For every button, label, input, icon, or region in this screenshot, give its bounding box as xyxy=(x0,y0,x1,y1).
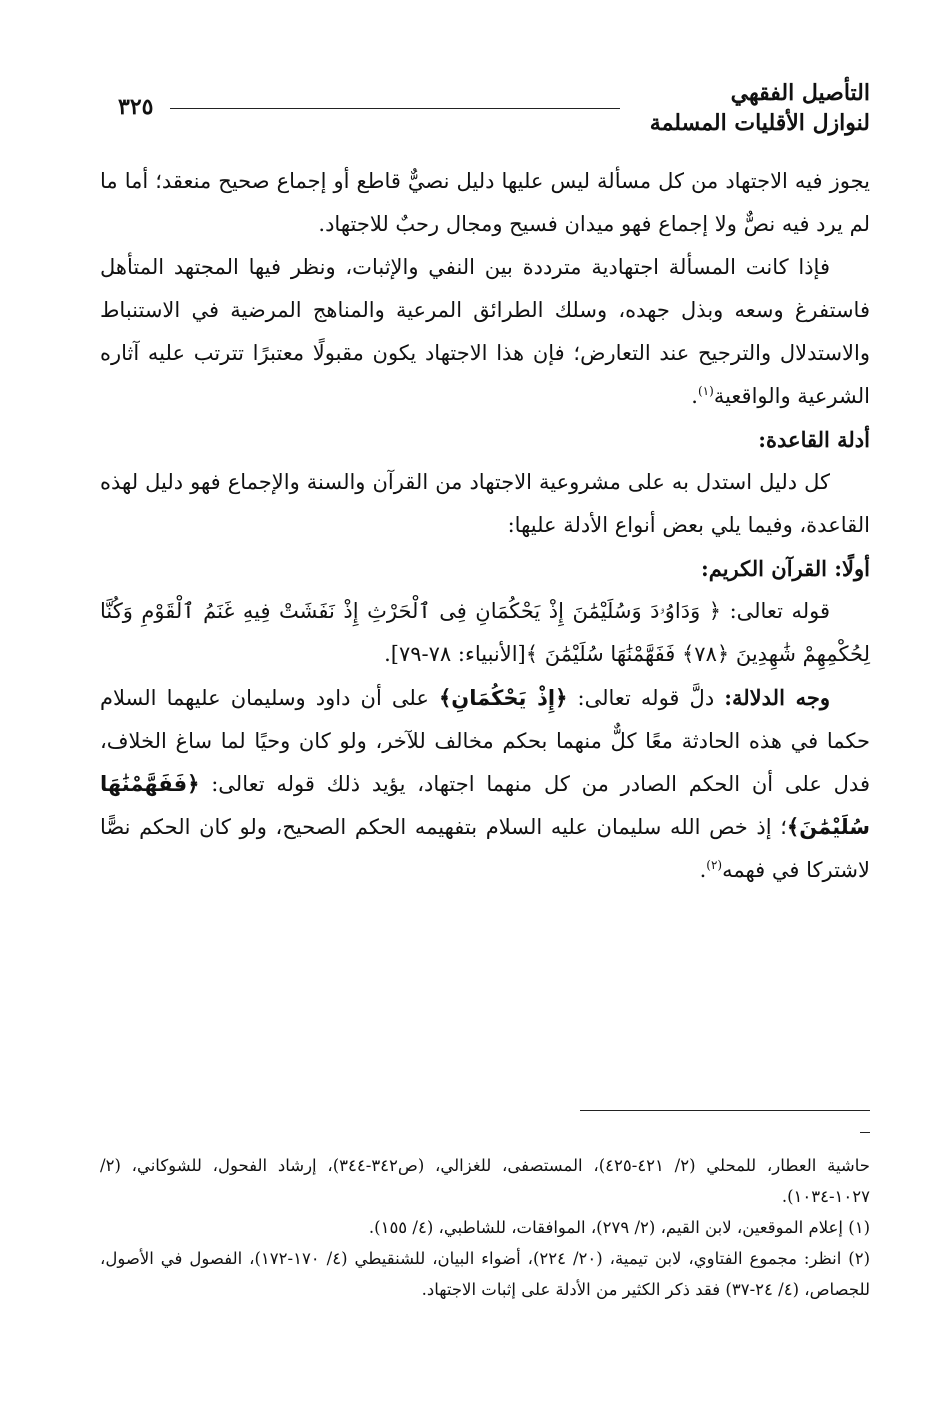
footnote-1: (١) إعلام الموقعين، لابن القيم، (٢/ ٢٧٩)، الموافقات، للشاطبي، (٤/ ١٥٥). xyxy=(368,1218,870,1237)
verse-reference: [الأنبياء: ٧٨-٧٩]. xyxy=(384,642,526,666)
section-heading-quran: أولًا: القرآن الكريم: xyxy=(700,556,870,581)
evidence-label: وجه الدلالة: xyxy=(724,685,831,710)
paragraph-2-text: فإذا كانت المسألة اجتهادية مترددة بين النفي والإثبات، ونظر فيها المجتهد المتأهل فاستفرغ وسعه وبذل جهده، وسلك الطرائق المرعية والمناهج المرضية في الاستنباط والاستدلال والترجيح عند التعارض؛ فإن هذا الاجتهاد يكون مقبولًا معتبرًا تترتب عليه آثاره الشرعية والواقعية xyxy=(100,255,870,408)
footnote-ref-2[interactable]: (٢) xyxy=(706,858,723,872)
running-header xyxy=(100,78,870,148)
main-text xyxy=(100,160,870,892)
paragraph-4 xyxy=(100,590,870,676)
section-heading-evidence: أدلة القاعدة: xyxy=(758,427,870,452)
footnote-separator xyxy=(580,1110,870,1111)
page-number: ٣٢٥ xyxy=(118,94,154,120)
paragraph-2 xyxy=(100,246,870,418)
header-rule xyxy=(170,108,620,109)
book-title-line2: لنوازل الأقليات المسلمة xyxy=(649,110,870,136)
quran-quote-1: ﴿إِذْ يَحْكُمَانِ﴾ xyxy=(438,686,568,710)
book-title xyxy=(650,78,870,138)
quran-quote-2: ﴿فَفَهَّمْنَٰهَا سُلَيْمَٰنَ﴾ xyxy=(100,772,870,839)
paragraph-5-a: دلَّ قوله تعالى: xyxy=(567,686,725,710)
paragraph-1: يجوز فيه الاجتهاد من كل مسألة ليس عليها دليل نصيٌّ قاطع أو إجماع صحيح منعقد؛ أما ما لم يرد فيه نصٌّ ولا إجماع فهو ميدان فسيح ومجال رحبٌ للاجتهاد. xyxy=(100,169,870,236)
book-title-line1: التأصيل الفقهي xyxy=(730,80,870,106)
quran-verse: ﴿ وَدَاوُۥدَ وَسُلَيْمَٰنَ إِذْ يَحْكُمَانِ فِى ٱلْحَرْثِ إِذْ نَفَشَتْ فِيهِ غَنَمُ ٱلْقَوْمِ وَكُنَّا لِحُكْمِهِمْ شَٰهِدِينَ ﴿٧٨﴾ فَفَهَّمْنَٰهَا سُلَيْمَٰنَ ﴾ xyxy=(100,599,870,666)
paragraph-3: كل دليل استدل به على مشروعية الاجتهاد من القرآن والسنة والإجماع فهو دليل لهذه القاعدة، وفيما يلي بعض أنواع الأدلة عليها: xyxy=(100,470,870,537)
paragraph-5-c: ؛ إذ خص الله سليمان عليه السلام بتفهيمه الحكم الصحيح، ولو كان الحكم نصًّا لاشتركا في فهمه xyxy=(100,815,870,882)
footnotes xyxy=(100,1150,870,1305)
paragraph-5-end: . xyxy=(699,858,707,882)
footnote-continuation-mark xyxy=(860,1132,870,1133)
footnote-2: (٢) انظر: مجموع الفتاوي، لابن تيمية، (٢٠/ ٢٢٤)، أضواء البيان، للشنقيطي (٤/ ١٧٠-١٧٢)، الفصول في الأصول، للجصاص، (٤/ ٢٤-٣٧) فقد ذكر الكثير من الأدلة على إثبات الاجتهاد. xyxy=(100,1249,870,1299)
footnote-ref-1[interactable]: (١) xyxy=(697,384,714,398)
paragraph-5 xyxy=(100,676,870,892)
footnote-continued: حاشية العطار، للمحلي (٢/ ٤٢١-٤٢٥)، المستصفى، للغزالي، (ص٣٤٢-٣٤٤)، إرشاد الفحول، للشوكاني، (٢/ ١٠٢٧-١٠٣٤). xyxy=(100,1156,870,1206)
paragraph-5-b: على أن داود وسليمان عليهما السلام حكما في هذه الحادثة معًا كلٌّ منهما بحكم مخالف للآخر، ولو كان وحيًا لما ساغ الخلاف، فدل على أن الحكم الصادر من كل منهما اجتهاد، يؤيد ذلك قوله تعالى: xyxy=(100,686,870,796)
verse-intro: قوله تعالى: xyxy=(721,599,830,623)
paragraph-2-end: . xyxy=(691,384,698,408)
